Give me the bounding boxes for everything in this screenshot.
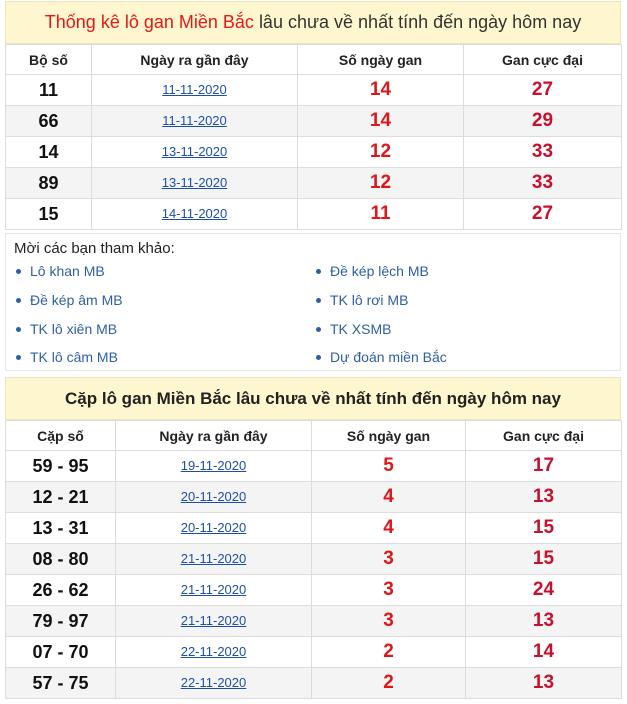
lo-gan-max: 27: [464, 199, 622, 230]
table-row: [6, 575, 622, 606]
date-link[interactable]: 21-11-2020: [180, 613, 247, 628]
header-gan-cuc-dai: Gan cực đại: [464, 45, 622, 75]
cap-gan-max: 17: [466, 451, 622, 482]
lo-date-cell: [92, 106, 298, 137]
lo-gan-max: 27: [464, 75, 622, 106]
date-link[interactable]: 20-11-2020: [180, 520, 247, 535]
table-row: [6, 75, 622, 106]
table-row: [6, 451, 622, 482]
reference-title: Mời các bạn tham khảo:: [14, 240, 175, 257]
cap-date-cell: [116, 668, 312, 699]
lo-date-cell: [92, 168, 298, 199]
cap-gan-max: 14: [466, 637, 622, 668]
cap-gan-max: 13: [466, 668, 622, 699]
ref-label: TK lô câm MB: [30, 349, 118, 365]
ref-label: TK XSMB: [330, 321, 392, 337]
ref-link-de-kep-am[interactable]: [16, 292, 123, 308]
date-link[interactable]: 21-11-2020: [180, 551, 247, 566]
lo-gan-days: 14: [298, 106, 464, 137]
date-link[interactable]: 22-11-2020: [180, 675, 247, 690]
bullet-icon: [316, 269, 321, 274]
ref-link-du-doan[interactable]: [316, 349, 447, 365]
cap-gan-days: 3: [312, 606, 466, 637]
cap-number: 59 - 95: [6, 451, 116, 482]
table-row: [6, 606, 622, 637]
lo-number: 66: [6, 106, 92, 137]
header-ngay-ra: Ngày ra gần đây: [116, 421, 312, 451]
cap-date-cell: [116, 637, 312, 668]
cap-gan-days: 2: [312, 668, 466, 699]
lo-number: 15: [6, 199, 92, 230]
ref-label: TK lô rơi MB: [330, 292, 409, 308]
lo-gan-days: 11: [298, 199, 464, 230]
bullet-icon: [16, 355, 21, 360]
cap-gan-max: 24: [466, 575, 622, 606]
date-link[interactable]: 14-11-2020: [161, 206, 228, 221]
table-row: [6, 106, 622, 137]
lo-gan-title: [5, 1, 621, 44]
table-row: [6, 137, 622, 168]
cap-date-cell: [116, 451, 312, 482]
cap-gan-days: 5: [312, 451, 466, 482]
lo-number: 11: [6, 75, 92, 106]
cap-date-cell: [116, 606, 312, 637]
header-so-ngay-gan: Số ngày gan: [312, 421, 466, 451]
cap-gan-days: 4: [312, 513, 466, 544]
table-row: [6, 544, 622, 575]
date-link[interactable]: 13-11-2020: [161, 175, 228, 190]
lo-gan-panel: [5, 1, 621, 230]
cap-gan-days: 2: [312, 637, 466, 668]
date-link[interactable]: 20-11-2020: [180, 489, 247, 504]
cap-gan-max: 15: [466, 513, 622, 544]
ref-label: Đề kép âm MB: [30, 292, 123, 308]
ref-link-tk-lo-xien[interactable]: [16, 321, 117, 337]
bullet-icon: [316, 327, 321, 332]
cap-number: 13 - 31: [6, 513, 116, 544]
header-ngay-ra: Ngày ra gần đây: [92, 45, 298, 75]
cap-date-cell: [116, 482, 312, 513]
table-header-row: [6, 45, 622, 75]
table-row: [6, 168, 622, 199]
date-link[interactable]: 22-11-2020: [180, 644, 247, 659]
cap-gan-max: 15: [466, 544, 622, 575]
lo-gan-title-rest: lâu chưa về nhất tính đến ngày hôm nay: [258, 12, 582, 32]
cap-date-cell: [116, 544, 312, 575]
lo-gan-max: 33: [464, 137, 622, 168]
bullet-icon: [16, 327, 21, 332]
date-link[interactable]: 19-11-2020: [180, 458, 247, 473]
ref-link-tk-lo-roi[interactable]: [316, 292, 408, 308]
cap-number: 26 - 62: [6, 575, 116, 606]
cap-date-cell: [116, 575, 312, 606]
ref-label: Đề kép lệch MB: [330, 263, 429, 279]
cap-number: 08 - 80: [6, 544, 116, 575]
cap-number: 79 - 97: [6, 606, 116, 637]
lo-gan-table: [5, 44, 622, 230]
lo-number: 89: [6, 168, 92, 199]
cap-date-cell: [116, 513, 312, 544]
cap-lo-gan-title: Cặp lô gan Miền Bắc lâu chưa về nhất tính đến ngày hôm nay: [5, 377, 621, 420]
lo-gan-max: 33: [464, 168, 622, 199]
cap-lo-gan-panel: [5, 377, 621, 699]
reference-links-box: [5, 233, 621, 371]
cap-gan-max: 13: [466, 606, 622, 637]
lo-gan-days: 14: [298, 75, 464, 106]
lo-date-cell: [92, 199, 298, 230]
header-so-ngay-gan: Số ngày gan: [298, 45, 464, 75]
lo-number: 14: [6, 137, 92, 168]
lo-date-cell: [92, 137, 298, 168]
cap-gan-days: 4: [312, 482, 466, 513]
date-link[interactable]: 11-11-2020: [162, 113, 227, 128]
header-gan-cuc-dai: Gan cực đại: [466, 421, 622, 451]
date-link[interactable]: 13-11-2020: [161, 144, 228, 159]
header-bo-so: Bộ số: [6, 45, 92, 75]
bullet-icon: [16, 269, 21, 274]
lo-gan-title-highlight: Thống kê lô gan Miền Bắc: [44, 12, 254, 32]
date-link[interactable]: 21-11-2020: [180, 582, 247, 597]
ref-link-tk-xsmb[interactable]: [316, 321, 391, 337]
ref-label: Dự đoán miền Bắc: [330, 349, 447, 365]
cap-number: 12 - 21: [6, 482, 116, 513]
table-row: [6, 637, 622, 668]
bullet-icon: [316, 355, 321, 360]
cap-gan-days: 3: [312, 575, 466, 606]
cap-gan-days: 3: [312, 544, 466, 575]
cap-number: 07 - 70: [6, 637, 116, 668]
lo-date-cell: [92, 75, 298, 106]
date-link[interactable]: 11-11-2020: [162, 82, 227, 97]
ref-link-lo-khan[interactable]: [16, 263, 105, 279]
lo-gan-max: 29: [464, 106, 622, 137]
bullet-icon: [316, 298, 321, 303]
lo-gan-days: 12: [298, 168, 464, 199]
cap-gan-max: 13: [466, 482, 622, 513]
bullet-icon: [16, 298, 21, 303]
table-header-row: [6, 421, 622, 451]
table-row: [6, 668, 622, 699]
ref-label: TK lô xiên MB: [30, 321, 118, 337]
table-row: [6, 482, 622, 513]
ref-link-tk-lo-cam[interactable]: [16, 349, 118, 365]
header-cap-so: Cặp số: [6, 421, 116, 451]
cap-number: 57 - 75: [6, 668, 116, 699]
ref-link-de-kep-lech[interactable]: [316, 263, 429, 279]
table-row: [6, 199, 622, 230]
table-row: [6, 513, 622, 544]
cap-lo-gan-table: [5, 420, 622, 699]
ref-label: Lô khan MB: [30, 263, 105, 279]
lo-gan-days: 12: [298, 137, 464, 168]
